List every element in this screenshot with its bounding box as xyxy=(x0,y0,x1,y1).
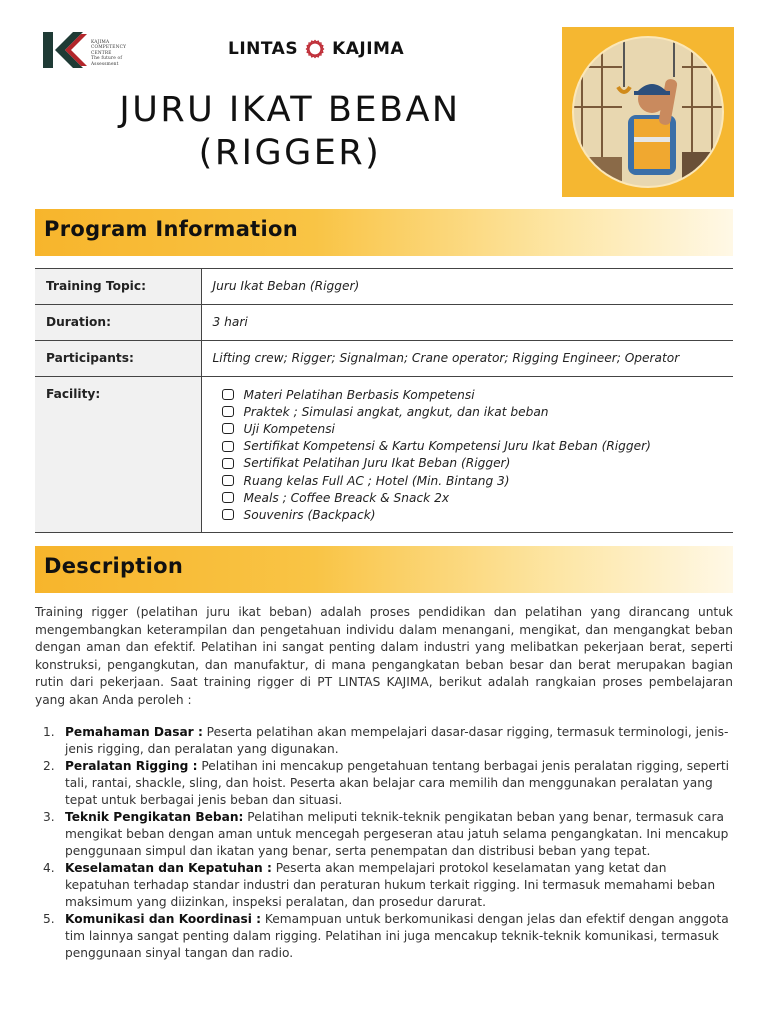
training-topic-label: Training Topic: xyxy=(35,269,201,305)
checkbox-icon xyxy=(222,458,234,469)
kcc-emblem-icon xyxy=(43,32,87,68)
list-item: 5. Komunikasi dan Koordinasi : Kemampuan untuk berkomunikasi dengan jelas dan efektif dengan anggota tim lainnya sangat penting dalam rigging. Pelatihan ini juga mencakup teknik-teknik komunikasi, termasuk penggunaan sinyal tangan dan radio. xyxy=(43,912,729,960)
checkbox-icon xyxy=(222,423,234,434)
item-text: Peserta pelatihan akan mempelajari dasar-dasar rigging, termasuk terminologi, jenis-jenis rigging, dan peralatan yang digunakan. xyxy=(65,725,729,756)
item-text: Peserta akan mempelajari protokol keselamatan yang ketat dan kepatuhan terhadap standar industri dan peraturan hukum terkait rigging. Ini termasuk memahami beban maksimum yang diizinkan, inspeksi peralatan, dan prosedur darurat. xyxy=(65,861,716,909)
kajima-competency-centre-logo xyxy=(43,32,143,68)
title-line-1: JURU IKAT BEBAN xyxy=(119,90,461,130)
list-item: Souvenirs (Backpack) xyxy=(222,506,734,523)
list-item: Praktek ; Simulasi angkat, angkut, dan ikat beban xyxy=(222,403,734,420)
item-text: Pelatihan ini mencakup pengetahuan tentang berbagai jenis peralatan rigging, seperti tali, rantai, shackle, sling, dan hoist. Peserta akan belajar cara memilih dan menggunakan peralatan yang tepat untuk berbagai jenis beban dan situasi. xyxy=(65,759,730,807)
duration-label: Duration: xyxy=(35,305,201,341)
checkbox-icon xyxy=(222,509,234,520)
list-item: Materi Pelatihan Berbasis Kompetensi xyxy=(222,386,734,403)
program-information-heading: Program Information xyxy=(44,217,298,241)
checkbox-icon xyxy=(222,389,234,400)
list-item: Sertifikat Kompetensi & Kartu Kompetensi Juru Ikat Beban (Rigger) xyxy=(222,438,734,455)
facility-list xyxy=(213,386,734,524)
list-item: 1. Pemahaman Dasar : Peserta pelatihan akan mempelajari dasar-dasar rigging, termasuk terminologi, jenis-jenis rigging, dan peralatan yang digunakan. xyxy=(43,725,729,756)
description-heading: Description xyxy=(44,554,184,578)
list-item: Sertifikat Pelatihan Juru Ikat Beban (Rigger) xyxy=(222,455,734,472)
checkbox-icon xyxy=(222,475,234,486)
brand-lintas: LINTAS xyxy=(228,39,299,59)
table-row-facility xyxy=(35,377,733,533)
lintas-kajima-logo xyxy=(228,36,404,62)
participants-label: Participants: xyxy=(35,341,201,377)
title-line-2: (RIGGER) xyxy=(198,133,382,173)
learning-process-list xyxy=(35,724,733,962)
item-title: Komunikasi dan Koordinasi : xyxy=(65,912,262,926)
item-title: Pemahaman Dasar : xyxy=(65,725,203,739)
item-title: Teknik Pengikatan Beban: xyxy=(65,810,244,824)
participants-value: Lifting crew; Rigger; Signalman; Crane operator; Rigging Engineer; Operator xyxy=(212,351,680,365)
list-item: 2. Peralatan Rigging : Pelatihan ini mencakup pengetahuan tentang berbagai jenis peralatan rigging, seperti tali, rantai, shackle, sling, dan hoist. Peserta akan belajar cara memilih dan menggunakan peralatan yang tepat untuk berbagai jenis beban dan situasi. xyxy=(43,759,730,807)
kcc-logo-text: KAJIMA COMPETENCY CENTRE The future of Assessment xyxy=(91,40,127,67)
table-row-duration xyxy=(35,305,733,341)
duration-value: 3 hari xyxy=(212,315,248,329)
rigger-worker-image xyxy=(562,27,734,197)
table-row-training-topic xyxy=(35,269,733,305)
checkbox-icon xyxy=(222,441,234,452)
checkbox-icon xyxy=(222,406,234,417)
brand-kajima: KAJIMA xyxy=(332,39,405,59)
page-title xyxy=(60,89,520,175)
program-info-table xyxy=(35,268,733,533)
list-item: Ruang kelas Full AC ; Hotel (Min. Bintang 3) xyxy=(222,472,734,489)
description-banner xyxy=(35,546,733,593)
training-topic-value: Juru Ikat Beban (Rigger) xyxy=(212,279,360,293)
facility-value xyxy=(201,377,733,533)
item-text: Kemampuan untuk berkomunikasi dengan jelas dan efektif dengan anggota tim lainnya sangat penting dalam rigging. Pelatihan ini juga mencakup teknik-teknik komunikasi, termasuk penggunaan sinyal tangan dan radio. xyxy=(65,912,729,960)
checkbox-icon xyxy=(222,492,234,503)
list-item: 3. Teknik Pengikatan Beban: Pelatihan meliputi teknik-teknik pengikatan beban yang benar, termasuk cara mengikat beban dengan aman untuk mencegah pergeseran atau jatuh selama pengangkatan. Ini mencakup penggunaan simpul dan ikatan yang benar, serta penempatan dan distribusi beban yang tepat. xyxy=(43,810,729,858)
description-paragraph: Training rigger (pelatihan juru ikat beban) adalah proses pendidikan dan pelatihan yang dirancang untuk mengembangkan keterampilan dan pengetahuan individu dalam menangani, mengikat, dan mengangkat beban dengan aman dan efektif. Pelatihan ini sangat penting dalam industri yang melibatkan pekerjaan berat, seperti konstruksi, pengangkutan, dan manufaktur, di mana pengangkatan beban besar dan berat merupakan bagian rutin dari pekerjaan. Saat training rigger di PT LINTAS KAJIMA, berikut adalah rangkaian proses pembelajaran yang akan Anda peroleh : xyxy=(35,605,733,707)
rigger-illustration xyxy=(562,27,734,197)
table-row-participants xyxy=(35,341,733,377)
list-item: 4. Keselamatan dan Kepatuhan : Peserta akan mempelajari protokol keselamatan yang ketat dan kepatuhan terhadap standar industri dan peraturan hukum terkait rigging. Ini termasuk memahami beban maksimum yang diizinkan, inspeksi peralatan, dan prosedur darurat. xyxy=(43,861,716,909)
lintas-emblem-icon xyxy=(302,36,328,62)
item-title: Peralatan Rigging : xyxy=(65,759,198,773)
list-item: Meals ; Coffee Breack & Snack 2x xyxy=(222,489,734,506)
item-title: Keselamatan dan Kepatuhan : xyxy=(65,861,272,875)
facility-label: Facility: xyxy=(35,377,201,533)
item-text: Pelatihan meliputi teknik-teknik pengikatan beban yang benar, termasuk cara mengikat beban dengan aman untuk mencegah pergeseran atau jatuh selama pengangkatan. Ini mencakup penggunaan simpul dan ikatan yang benar, serta penempatan dan distribusi beban yang tepat. xyxy=(65,810,729,858)
program-information-banner xyxy=(35,209,733,256)
list-item: Uji Kompetensi xyxy=(222,420,734,437)
